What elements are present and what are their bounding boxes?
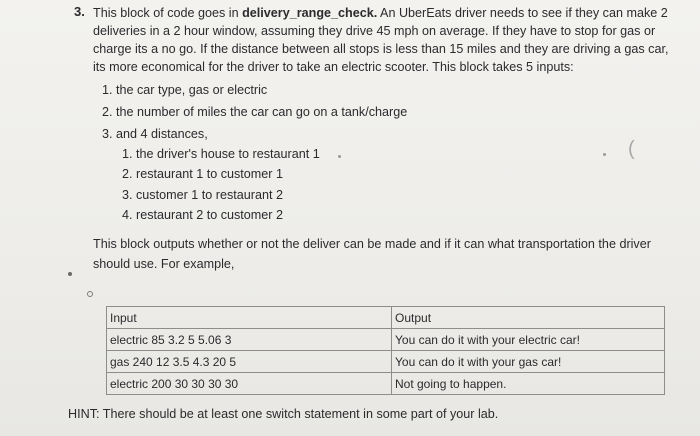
question-intro: This block of code goes in bbox=[93, 6, 243, 20]
distances-list-item-3: 3. customer 1 to restaurant 2 bbox=[122, 188, 284, 202]
bullet-dot bbox=[68, 272, 72, 276]
table-header-output: Output bbox=[392, 307, 665, 329]
question-line-2: deliveries in a 2 hour window, assuming they drive 45 mph on average. If they have to stop for gas or bbox=[93, 24, 656, 38]
question-line-4: its more economical for the driver to take an electric scooter. This block takes 5 inputs: bbox=[93, 60, 574, 74]
inputs-list-item-1: 1. the car type, gas or electric bbox=[102, 83, 268, 97]
output-description-line-1: This block outputs whether or not the deliver can be made and if it can what transportation the driver bbox=[93, 237, 651, 251]
stray-paren-mark: ( bbox=[628, 138, 635, 160]
distances-list-item-1: 1. the driver's house to restaurant 1 bbox=[122, 147, 320, 161]
table-row bbox=[107, 329, 665, 351]
table-cell-input: electric 85 3.2 5 5.06 3 bbox=[107, 329, 392, 351]
table-header-input: Input bbox=[107, 307, 392, 329]
table-cell-input: gas 240 12 3.5 4.3 20 5 bbox=[107, 351, 392, 373]
distances-list-item-4: 4. restaurant 2 to customer 2 bbox=[122, 208, 284, 222]
table-cell-input: electric 200 30 30 30 30 bbox=[107, 373, 392, 395]
stray-mark bbox=[338, 155, 341, 158]
inputs-list-item-2: 2. the number of miles the car can go on a tank/charge bbox=[102, 105, 408, 119]
table-cell-output: You can do it with your gas car! bbox=[392, 351, 665, 373]
example-table bbox=[106, 306, 665, 395]
table-row bbox=[107, 373, 665, 395]
stray-mark bbox=[603, 153, 606, 156]
inputs-list-item-3: 3. and 4 distances, bbox=[102, 127, 208, 141]
table-row bbox=[107, 351, 665, 373]
question-line-1-rest: An UberEats driver needs to see if they can make 2 bbox=[380, 6, 668, 20]
function-name: delivery_range_check. bbox=[242, 6, 378, 20]
table-cell-output: You can do it with your electric car! bbox=[392, 329, 665, 351]
bullet-circle bbox=[87, 291, 93, 297]
question-number: 3. bbox=[74, 4, 85, 19]
distances-list-item-2: 2. restaurant 1 to customer 1 bbox=[122, 167, 284, 181]
table-cell-output: Not going to happen. bbox=[392, 373, 665, 395]
table-header-row bbox=[107, 307, 665, 329]
question-line-3: charge its a no go. If the distance between all stops is less than 15 miles and they are driving a gas car, bbox=[93, 42, 669, 56]
hint-text: HINT: There should be at least one switch statement in some part of your lab. bbox=[68, 407, 499, 421]
question-line-1 bbox=[93, 4, 668, 22]
output-description-line-2: should use. For example, bbox=[93, 257, 235, 271]
